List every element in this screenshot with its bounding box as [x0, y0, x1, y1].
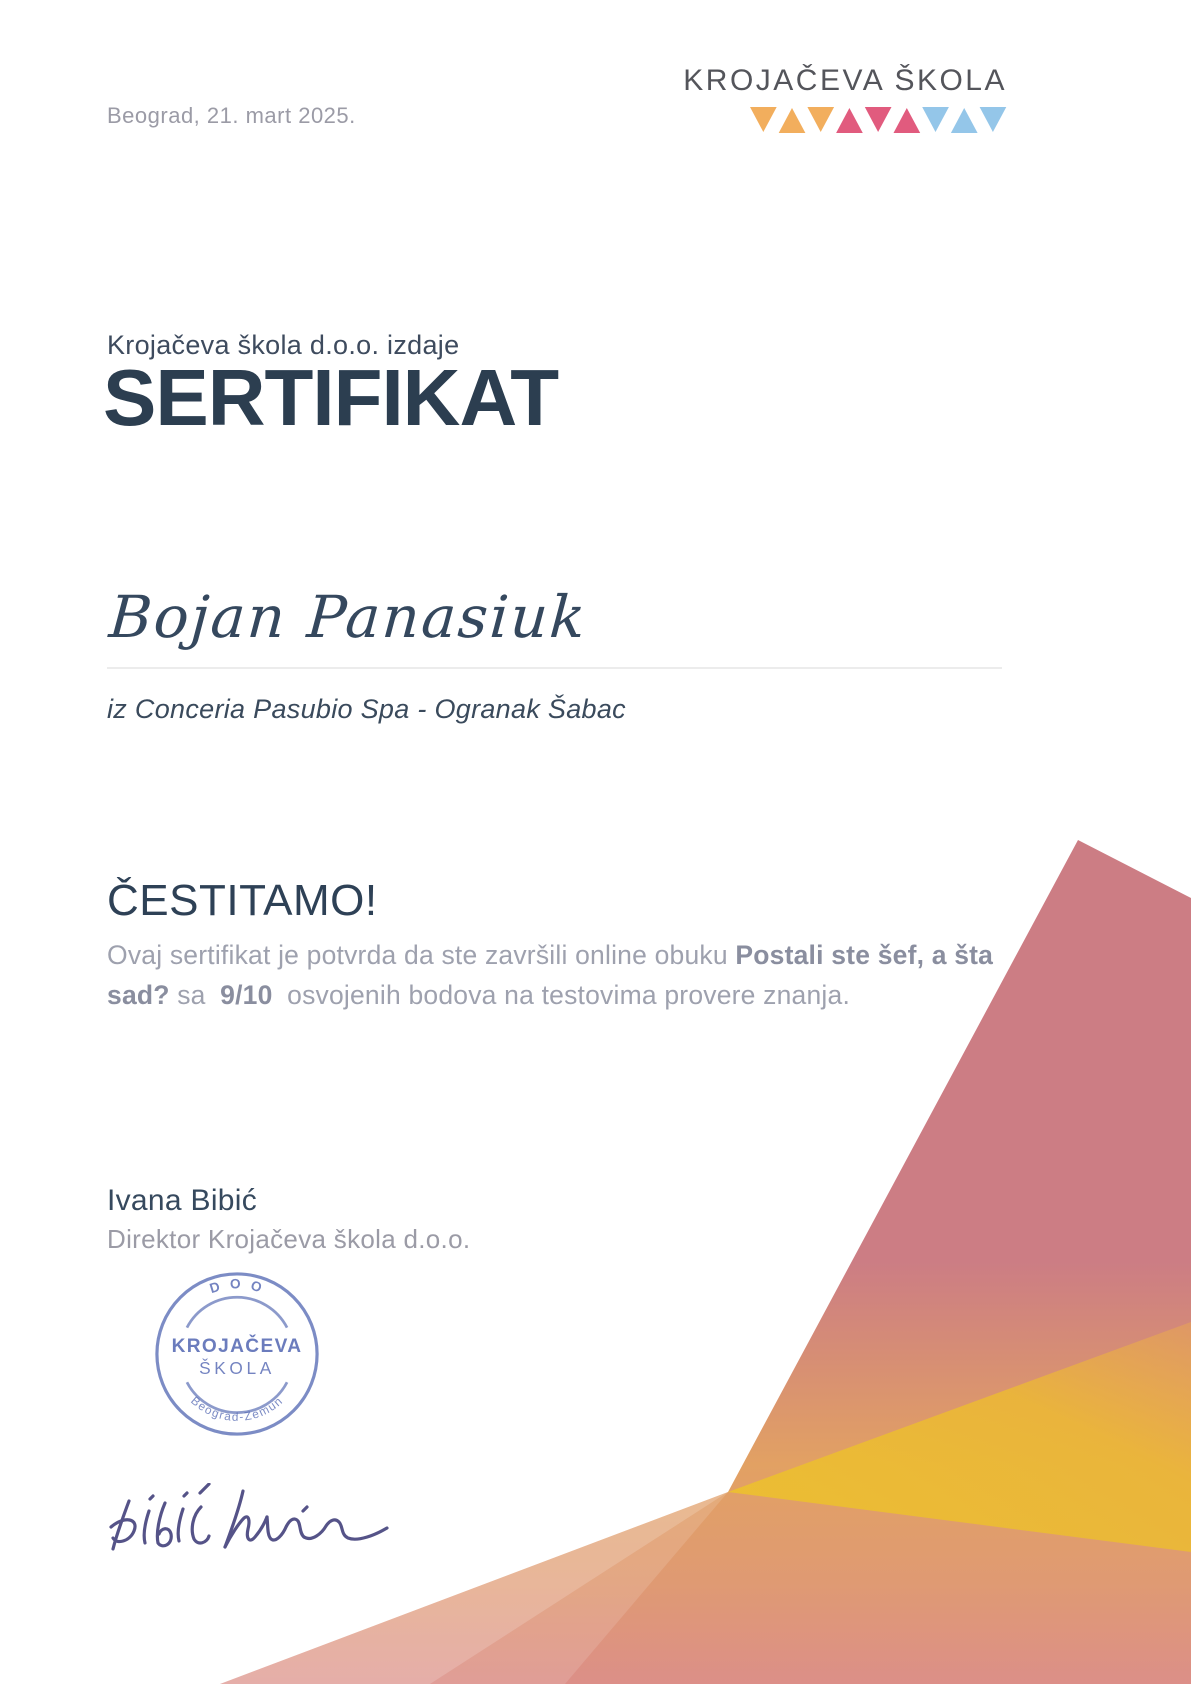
congrats-heading: ČESTITAMO!: [107, 876, 378, 925]
logo: [683, 64, 1007, 133]
recipient-affiliation: iz Conceria Pasubio Spa - Ogranak Šabac: [107, 694, 626, 724]
date-text: Beograd, 21. mart 2025.: [107, 103, 356, 128]
logo-triangles-icon: [749, 107, 1007, 133]
body-part1: Ovaj sertifikat je potvrda da ste završili online obuku: [107, 940, 736, 970]
name-underline: [107, 667, 1002, 669]
signatory-role: Direktor Krojačeva škola d.o.o.: [107, 1224, 471, 1254]
certificate-title: SERTIFIKAT: [103, 353, 559, 442]
stamp-bottom-text: Beograd-Zemun: [188, 1393, 286, 1424]
recipient-name: Bojan Panasiuk: [107, 583, 590, 651]
stamp-line2: ŠKOLA: [199, 1358, 275, 1379]
stamp-inner-arc-top: [187, 1297, 287, 1327]
score-value: 9/10: [220, 979, 273, 1010]
stamp-line1: KROJAČEVA: [171, 1336, 303, 1358]
body-part3: osvojenih bodova na testovima provere znanja.: [279, 979, 851, 1010]
body-part2: sa: [169, 979, 214, 1010]
company-stamp: [146, 1263, 328, 1445]
stamp-top-text: D O O: [207, 1276, 267, 1297]
course-name: Postali ste šef, a šta sad?: [107, 940, 994, 1010]
logo-text: KROJAČEVA ŠKOLA: [683, 64, 1007, 97]
handwritten-signature: [103, 1483, 403, 1578]
body-paragraph: [107, 936, 1047, 1016]
issuer-line: Krojačeva škola d.o.o. izdaje: [107, 330, 460, 360]
signatory-name: Ivana Bibić: [107, 1184, 258, 1217]
